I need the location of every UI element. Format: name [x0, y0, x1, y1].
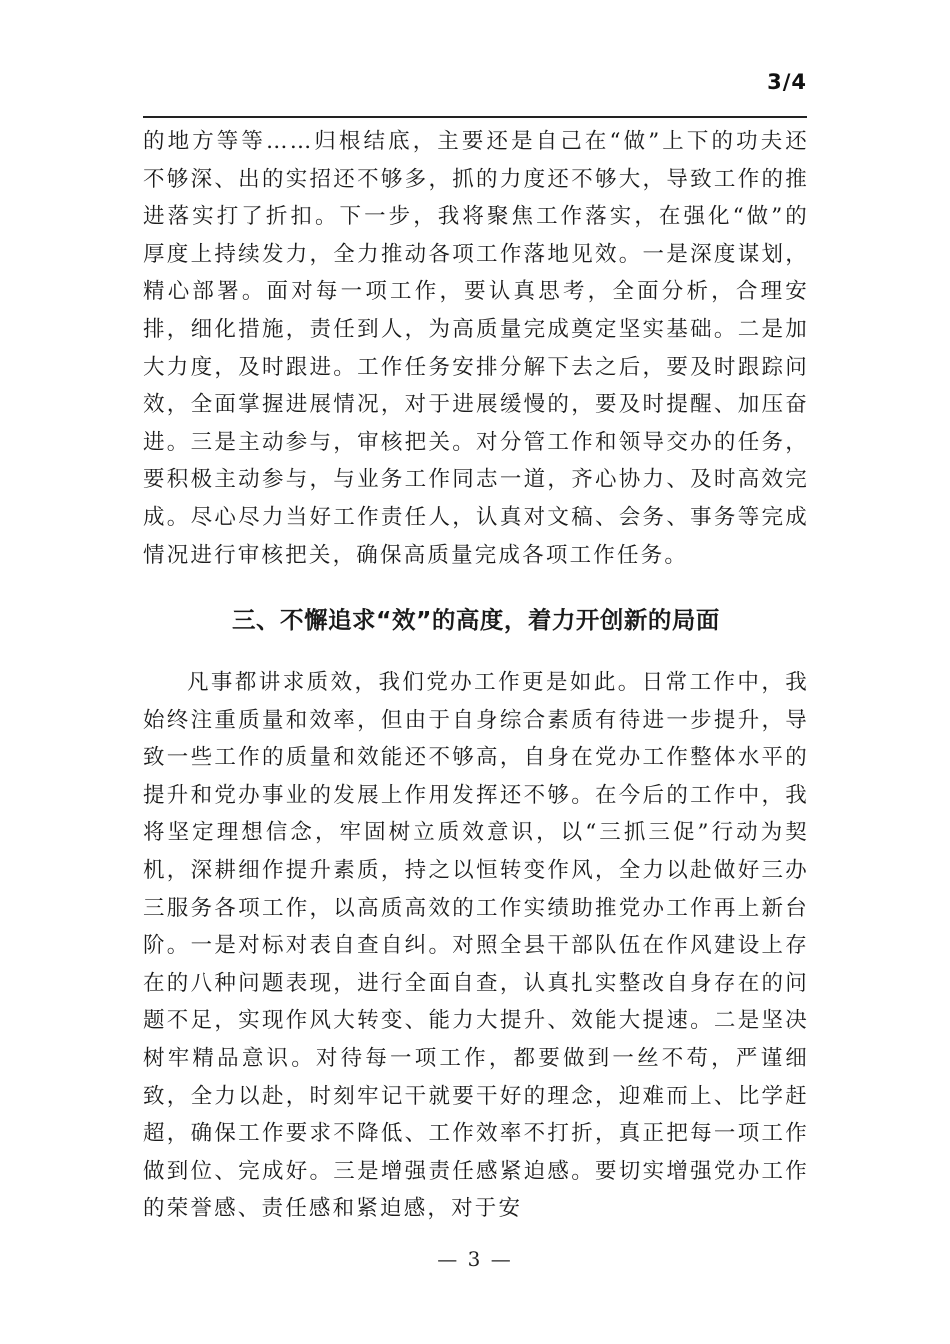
section-heading: 三、不懈追求“效”的高度，着力开创新的局面: [232, 606, 720, 634]
page-header: [143, 64, 807, 118]
section-body-paragraph: 凡事都讲求质效，我们党办工作更是如此。日常工作中，我始终注重质量和效率，但由于自身综合素质有待进一步提升，导致一些工作的质量和效能还不够高，自身在党办工作整体水平的提升和党办事业的发展上作用发挥还不够。在今后的工作中，我将坚定理想信念，牢固树立质效意识，以“三抓三促”行动为契机，深耕细作提升素质，持之以恒转变作风，全力以赴做好三办三服务各项工作，以高质高效的工作实绩助推党办工作再上新台阶。一是对标对表自查自纠。对照全县干部队伍在作风建设上存在的八种问题表现，进行全面自查，认真扎实整改自身存在的问题不足，实现作风大转变、能力大提升、效能大提速。二是坚决树牢精品意识。对待每一项工作，都要做到一丝不苟，严谨细致，全力以赴，时刻牢记干就要干好的理念，迎难而上、比学赶超，确保工作要求不降低、工作效率不打折，真正把每一项工作做到位、完成好。三是增强责任感紧迫感。要切实增强党办工作的荣誉感、责任感和紧迫感，对于安: [143, 670, 809, 1222]
continued-paragraph: 的地方等等……归根结底，主要还是自己在“做”上下的功夫还不够深、出的实招还不够多，抓的力度还不够大，导致工作的推进落实打了折扣。下一步，我将聚焦工作落实，在强化“做”的厚度上持续发力，全力推动各项工作落地见效。一是深度谋划，精心部署。面对每一项工作，要认真思考，全面分析，合理安排，细化措施，责任到人，为高质量完成奠定坚实基础。二是加大力度，及时跟进。工作任务安排分解下去之后，要及时跟踪问效，全面掌握进展情况，对于进展缓慢的，要及时提醒、加压奋进。三是主动参与，审核把关。对分管工作和领导交办的任务，要积极主动参与，与业务工作同志一道，齐心协力、及时高效完成。尽心尽力当好工作责任人，认真对文稿、会务、事务等完成情况进行审核把关，确保高质量完成各项工作任务。: [143, 129, 809, 568]
page-counter: 3/4: [767, 70, 807, 94]
page-number-footer: — 3 —: [437, 1247, 513, 1271]
